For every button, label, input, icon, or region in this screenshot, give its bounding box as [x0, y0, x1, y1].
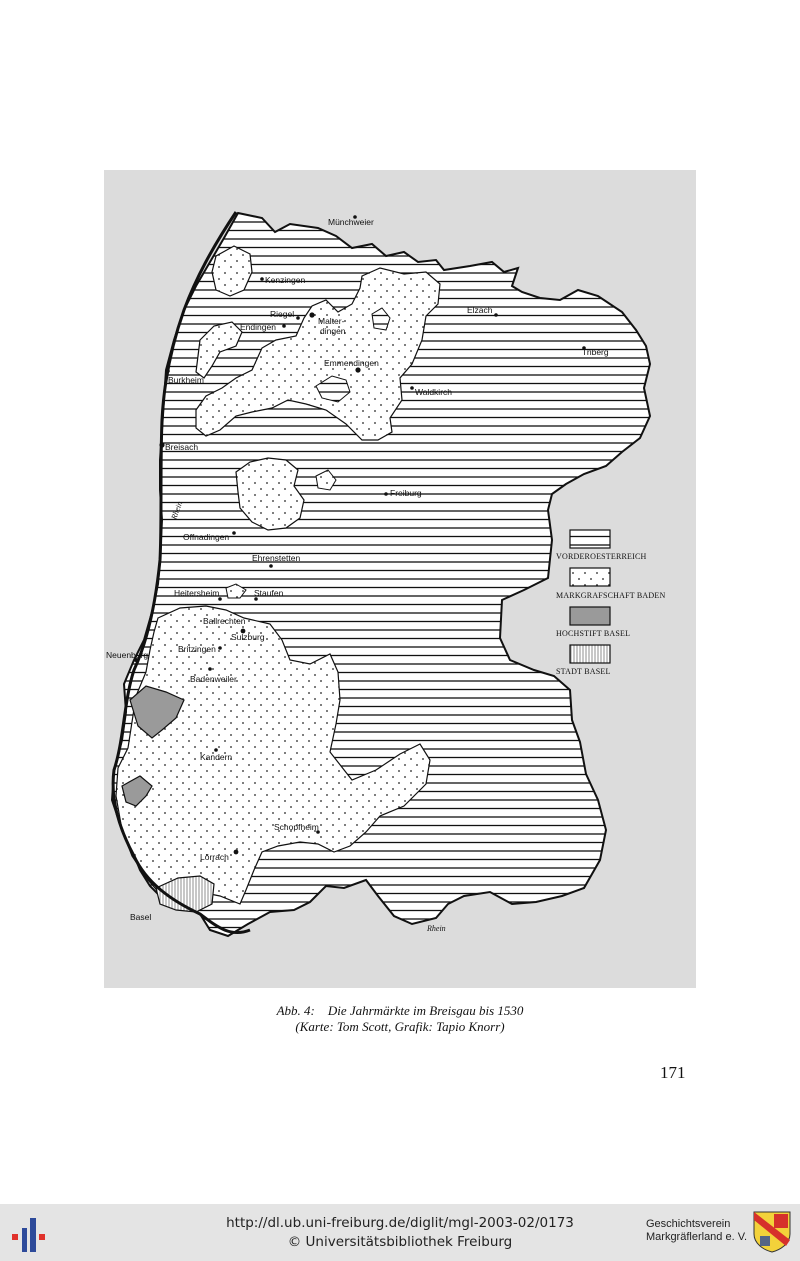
town-riegel: Riegel: [270, 309, 295, 319]
town-endingen: Endingen: [240, 322, 276, 332]
footer-society-line-1: Geschichtsverein: [646, 1218, 731, 1230]
ub-freiburg-logo-icon: [10, 1214, 50, 1254]
town-ehrenstetten: Ehrenstetten: [252, 553, 301, 563]
town-freiburg: Freiburg: [390, 488, 422, 498]
river-rhein-west: Rhein: [169, 500, 185, 521]
legend-swatch-stadt-basel: [570, 645, 610, 663]
town-britzingen: Britzingen: [178, 644, 216, 654]
town-waldkirch: Waldkirch: [415, 387, 452, 397]
town-malterdingen-2: dingen: [320, 326, 346, 336]
legend-swatch-baden: [570, 568, 610, 586]
legend-label-hochstift: HOCHSTIFT BASEL: [556, 629, 631, 638]
footer-bar: [0, 1204, 800, 1261]
footer-copyright: © Universitätsbibliothek Freiburg: [287, 1234, 513, 1250]
town-burkheim: Burkheim: [168, 375, 204, 385]
town-offnadingen: Offnadingen: [183, 532, 230, 542]
town-breisach: Breisach: [165, 442, 199, 452]
town-emmendingen: Emmendingen: [324, 358, 379, 368]
town-neuenburg: Neuenburg: [106, 650, 149, 660]
town-schopfheim: Schopfheim: [274, 822, 319, 832]
river-rhein-south: Rhein: [427, 924, 446, 933]
town-muenchweier: Münchweier: [328, 217, 374, 227]
town-basel: Basel: [130, 912, 152, 922]
society-crest-icon: [752, 1210, 792, 1254]
town-sulzburg: Sulzburg: [231, 632, 265, 642]
town-staufen: Staufen: [254, 588, 284, 598]
legend-swatch-vorderoesterreich: [570, 530, 610, 548]
town-heitersheim: Heitersheim: [174, 588, 220, 598]
town-malterdingen-1: Malter-: [318, 316, 345, 326]
legend-label-stadt-basel: STADT BASEL: [556, 667, 611, 676]
caption-line-1: Abb. 4: Die Jahrmärkte im Breisgau bis 1530: [276, 1003, 524, 1018]
map-legend: [556, 530, 665, 676]
town-triberg: Triberg: [582, 347, 609, 357]
footer-url[interactable]: http://dl.ub.uni-freiburg.de/diglit/mgl-2003-02/0173: [226, 1215, 574, 1231]
town-ballrechten: Ballrechten: [203, 616, 246, 626]
town-badenweiler: Badenweiler: [190, 674, 237, 684]
legend-label-vorderoesterreich: VORDEROESTERREICH: [556, 552, 647, 561]
page-number: 171: [660, 1063, 686, 1082]
caption-line-2: (Karte: Tom Scott, Grafik: Tapio Knorr): [295, 1019, 505, 1034]
town-elzach: Elzach: [467, 305, 493, 315]
legend-swatch-hochstift: [570, 607, 610, 625]
town-kandern: Kandern: [200, 752, 233, 762]
map-figure: [104, 170, 696, 988]
town-loerrach: Lörrach: [200, 852, 229, 862]
figure-caption: [0, 1003, 800, 1035]
breisgau-map: [104, 170, 696, 988]
legend-label-baden: MARKGRAFSCHAFT BADEN: [556, 591, 666, 600]
town-kenzingen: Kenzingen: [265, 275, 306, 285]
footer-society-line-2: Markgräflerland e. V.: [646, 1231, 748, 1243]
